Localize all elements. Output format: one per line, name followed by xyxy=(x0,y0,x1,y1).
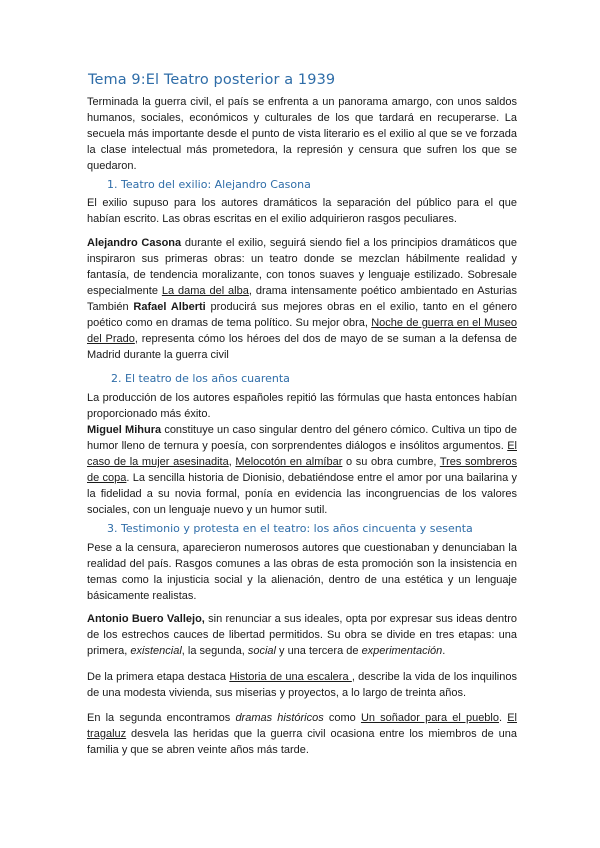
stage-existencial: existencial xyxy=(130,645,182,657)
mihura-paragraph xyxy=(87,422,517,518)
escalera-text-2: , describe la vida de los inquilinos de una modesta vivienda, sus miserias y proyectos, a lo largo de treinta años. xyxy=(87,671,517,699)
tragaluz-text-4: desvela las heridas que la guerra civil ocasiona entre los miembros de una familia y que se abren veinte años más tarde. xyxy=(87,728,517,756)
casona-text-3: producirá sus mejores obras en el exilio, tanto en el género poético como en dramas de tema político. Su mejor obra, xyxy=(87,301,517,329)
buero-text-2: , la segunda, xyxy=(181,645,248,657)
buero-paragraph xyxy=(87,611,517,659)
mihura-text-3: o su obra cumbre, xyxy=(342,456,440,468)
buero-text-4: . xyxy=(442,645,446,657)
tragaluz-paragraph xyxy=(87,710,517,758)
page-title: Tema 9:El Teatro posterior a 1939 xyxy=(88,72,336,88)
buero-text-3: y una tercera de xyxy=(275,645,362,657)
work-noche-de-guerra: Noche de guerra en el Museo del Prado xyxy=(87,317,517,345)
work-un-sonador: Un soñador para el pueblo xyxy=(360,712,499,724)
work-el-caso: El caso de la mujer asesinadita xyxy=(87,440,517,468)
stage-experimentacion: experimentación xyxy=(361,645,443,657)
exile-paragraph-1: El exilio supuso para los autores dramáticos la separación del público para el que habían escrito. Las obras escritas en el exilio adquirieron rasgos peculiares. xyxy=(87,197,517,225)
intro-paragraph: Terminada la guerra civil, el país se enfrenta a un panorama amargo, con unos saldos humanos, sociales, económicos y culturales de los que tardará en recuperarse. La secuela más importante desde el punto de vista literario es el exilio al que se ve forzada la clase intelectual más prometedora, la represión y censura que sufren los que se quedaron. xyxy=(87,96,517,172)
casona-text-2: , drama intensamente poético ambientado en Asturias También xyxy=(87,285,517,313)
casona-text-1: durante el exilio, seguirá siendo fiel a los principios dramáticos que inspiraron sus primeras obras: un teatro donde se mezclan hábilmente realidad y fantasía, de tendencia moralizante, con tonos suaves y lenguaje estilizado. Sobresale especialmente xyxy=(87,237,517,297)
work-el-tragaluz: El tragaluz xyxy=(87,712,517,740)
fifties-paragraph-1: Pese a la censura, aparecieron numerosos autores que cuestionaban y denunciaban la realidad del país. Rasgos comunes a las obras de esta promoción son la insistencia en temas como la injusticia social y la alienación, dentro de una estética y un lenguaje básicamente realistas. xyxy=(87,542,517,602)
work-la-dama-del-alba: La dama del alba xyxy=(161,285,249,297)
buero-text-1: sin renunciar a sus ideales, opta por expresar sus ideas dentro de los estrechos cauces de libertad permitidos. Su obra se divide en tres etapas: una primera, xyxy=(87,613,517,657)
escalera-paragraph xyxy=(87,669,517,701)
forties-paragraph-1: La producción de los autores españoles repitió las fórmulas que hasta entonces habían proporcionado más éxito. xyxy=(87,392,517,420)
mihura-text-4: . La sencilla historia de Dionisio, debatiéndose entre el amor por una bailarina y la fidelidad a su novia formal, ponía en evidencia las incongruencias de los valores sociales, con un lenguaje nuevo y un humor sutil. xyxy=(87,472,517,516)
stage-social: social xyxy=(247,645,276,657)
mihura-text-2: , xyxy=(228,456,236,468)
tragaluz-text-1: En la segunda encontramos xyxy=(87,712,236,724)
tragaluz-text-3: . xyxy=(499,712,508,724)
section-heading-forties: 2. El teatro de los años cuarenta xyxy=(111,372,290,385)
mihura-text-1: constituye un caso singular dentro del género cómico. Cultiva un tipo de humor lleno de ternura y poesía, con sorprendentes diálogos e insólitos argumentos. xyxy=(87,424,517,452)
author-casona: Alejandro Casona xyxy=(87,237,182,249)
escalera-text-1: De la primera etapa destaca xyxy=(87,671,230,683)
section-heading-exile: 1. Teatro del exilio: Alejandro Casona xyxy=(107,178,311,191)
casona-paragraph xyxy=(87,235,517,363)
casona-text-4: , representa cómo los héroes del dos de mayo de se suman a la defensa de Madrid durante la guerra civil xyxy=(87,333,518,361)
section-heading-fifties: 3. Testimonio y protesta en el teatro: los años cincuenta y sesenta xyxy=(107,522,473,535)
work-melocoton: Melocotón en almíbar xyxy=(235,456,343,468)
work-tres-sombreros: Tres sombreros de copa xyxy=(87,456,517,484)
author-alberti: Rafael Alberti xyxy=(133,301,206,313)
author-mihura: Miguel Mihura xyxy=(87,424,162,436)
author-buero-vallejo: Antonio Buero Vallejo, xyxy=(87,613,205,625)
work-historia-de-una-escalera: Historia de una escalera xyxy=(229,671,352,683)
dramas-historicos: dramas históricos xyxy=(235,712,324,724)
tragaluz-text-2: como xyxy=(323,712,361,724)
